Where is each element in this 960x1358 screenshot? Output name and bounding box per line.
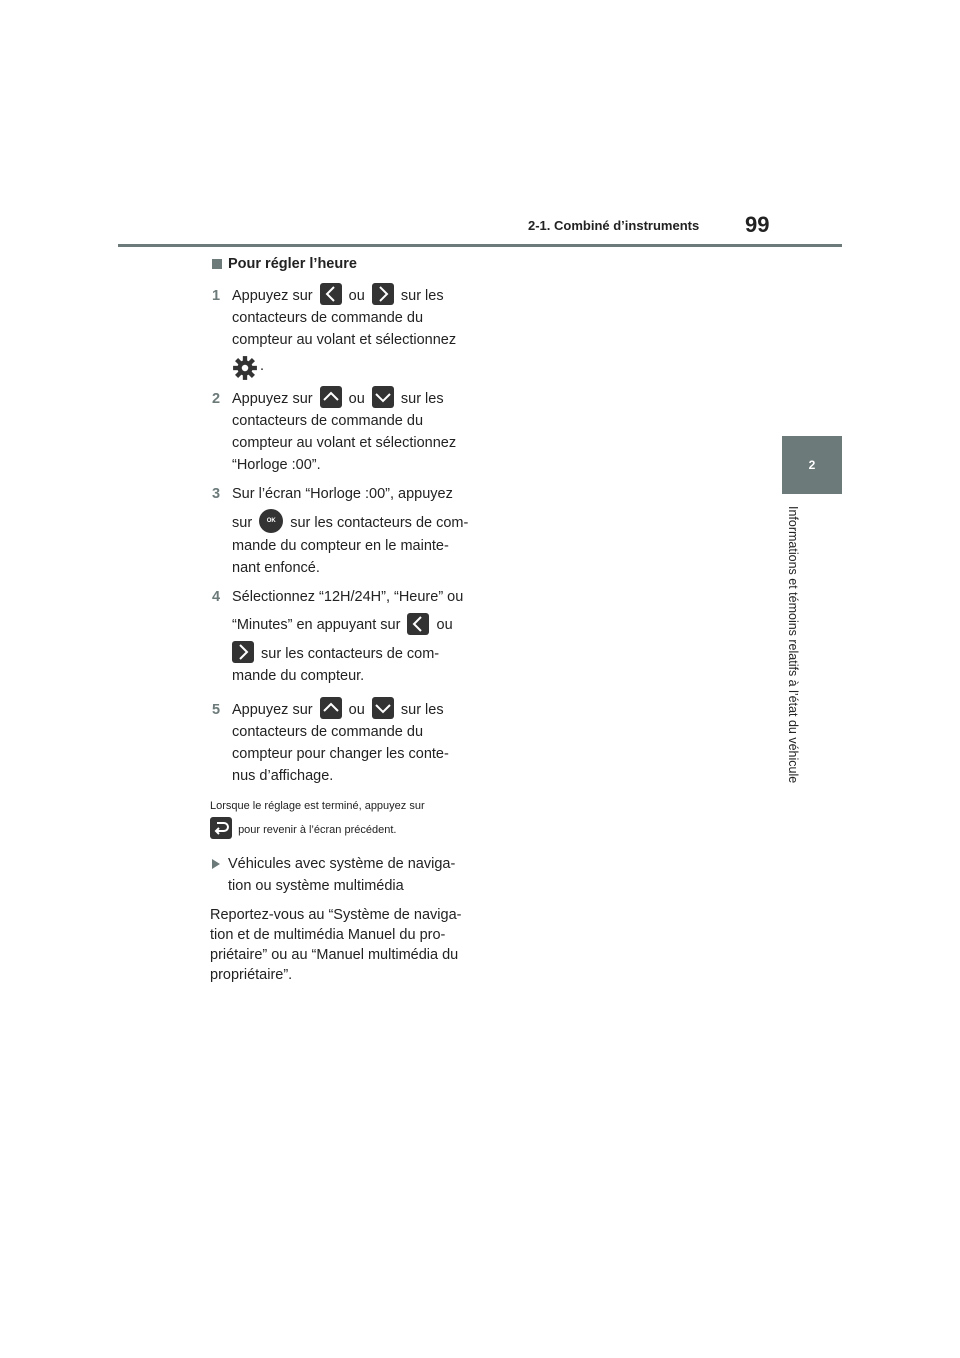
page-number: 99 bbox=[745, 212, 770, 237]
back-arrow-icon bbox=[210, 817, 232, 839]
note: Lorsque le réglage est terminé, appuyez sur pour revenir à l’écran précédent. bbox=[210, 797, 470, 841]
step-3: 3 Sur l’écran “Horloge :00”, appuyez sur OK sur les contacteurs de com- mande du compteur en le mainte- nant enfoncé. bbox=[210, 483, 470, 579]
step-number: 5 bbox=[212, 701, 221, 718]
square-bullet-icon bbox=[212, 259, 222, 269]
step-4: 4 Sélectionnez “12H/24H”, “Heure” ou “Minutes” en appuyant sur ou sur les contacteurs de com- mande du compteur. bbox=[210, 586, 470, 686]
chevron-right-icon bbox=[232, 641, 254, 663]
chevron-left-icon bbox=[407, 613, 429, 635]
chevron-up-icon bbox=[320, 697, 342, 719]
section-heading: Pour régler l’heure bbox=[210, 253, 470, 275]
step-1: 1 Appuyez sur ou sur les contacteurs de commande du compteur au volant et sélectionnez . bbox=[210, 285, 470, 381]
step-number: 1 bbox=[212, 288, 221, 304]
chapter-number: 2 bbox=[808, 458, 816, 472]
chevron-right-icon bbox=[372, 283, 394, 305]
reference-paragraph: Reportez-vous au “Système de naviga- tion et de multimédia Manuel du pro- priétaire” ou au “Manuel multimédia du propriétaire”. bbox=[210, 906, 462, 983]
chevron-up-icon bbox=[320, 386, 342, 408]
triangle-bullet-icon bbox=[212, 859, 220, 869]
ok-button-icon: OK bbox=[259, 509, 283, 533]
chapter-title: Informations et témoins relatifs à l’état du véhicule bbox=[786, 506, 800, 784]
chevron-down-icon bbox=[372, 697, 394, 719]
step-number: 2 bbox=[212, 391, 221, 408]
chevron-down-icon bbox=[372, 386, 394, 408]
chapter-tab bbox=[782, 436, 842, 494]
chapter-side-label bbox=[786, 506, 806, 816]
step-number: 4 bbox=[212, 589, 221, 606]
step-2: 2 Appuyez sur ou sur les contacteurs de commande du compteur au volant et sélectionnez “Horloge :00”. bbox=[210, 388, 470, 476]
step-number: 3 bbox=[212, 486, 221, 503]
chevron-left-icon bbox=[320, 283, 342, 305]
main-content bbox=[210, 253, 470, 985]
header-rule bbox=[118, 244, 842, 247]
subsection-heading: Véhicules avec système de naviga- tion ou système multimédia bbox=[210, 853, 470, 897]
gear-icon bbox=[232, 355, 258, 381]
step-5: 5 Appuyez sur ou sur les contacteurs de commande du compteur pour changer les conte- nus d’affichage. bbox=[210, 699, 470, 787]
section-title: 2-1. Combiné d’instruments bbox=[528, 218, 700, 233]
